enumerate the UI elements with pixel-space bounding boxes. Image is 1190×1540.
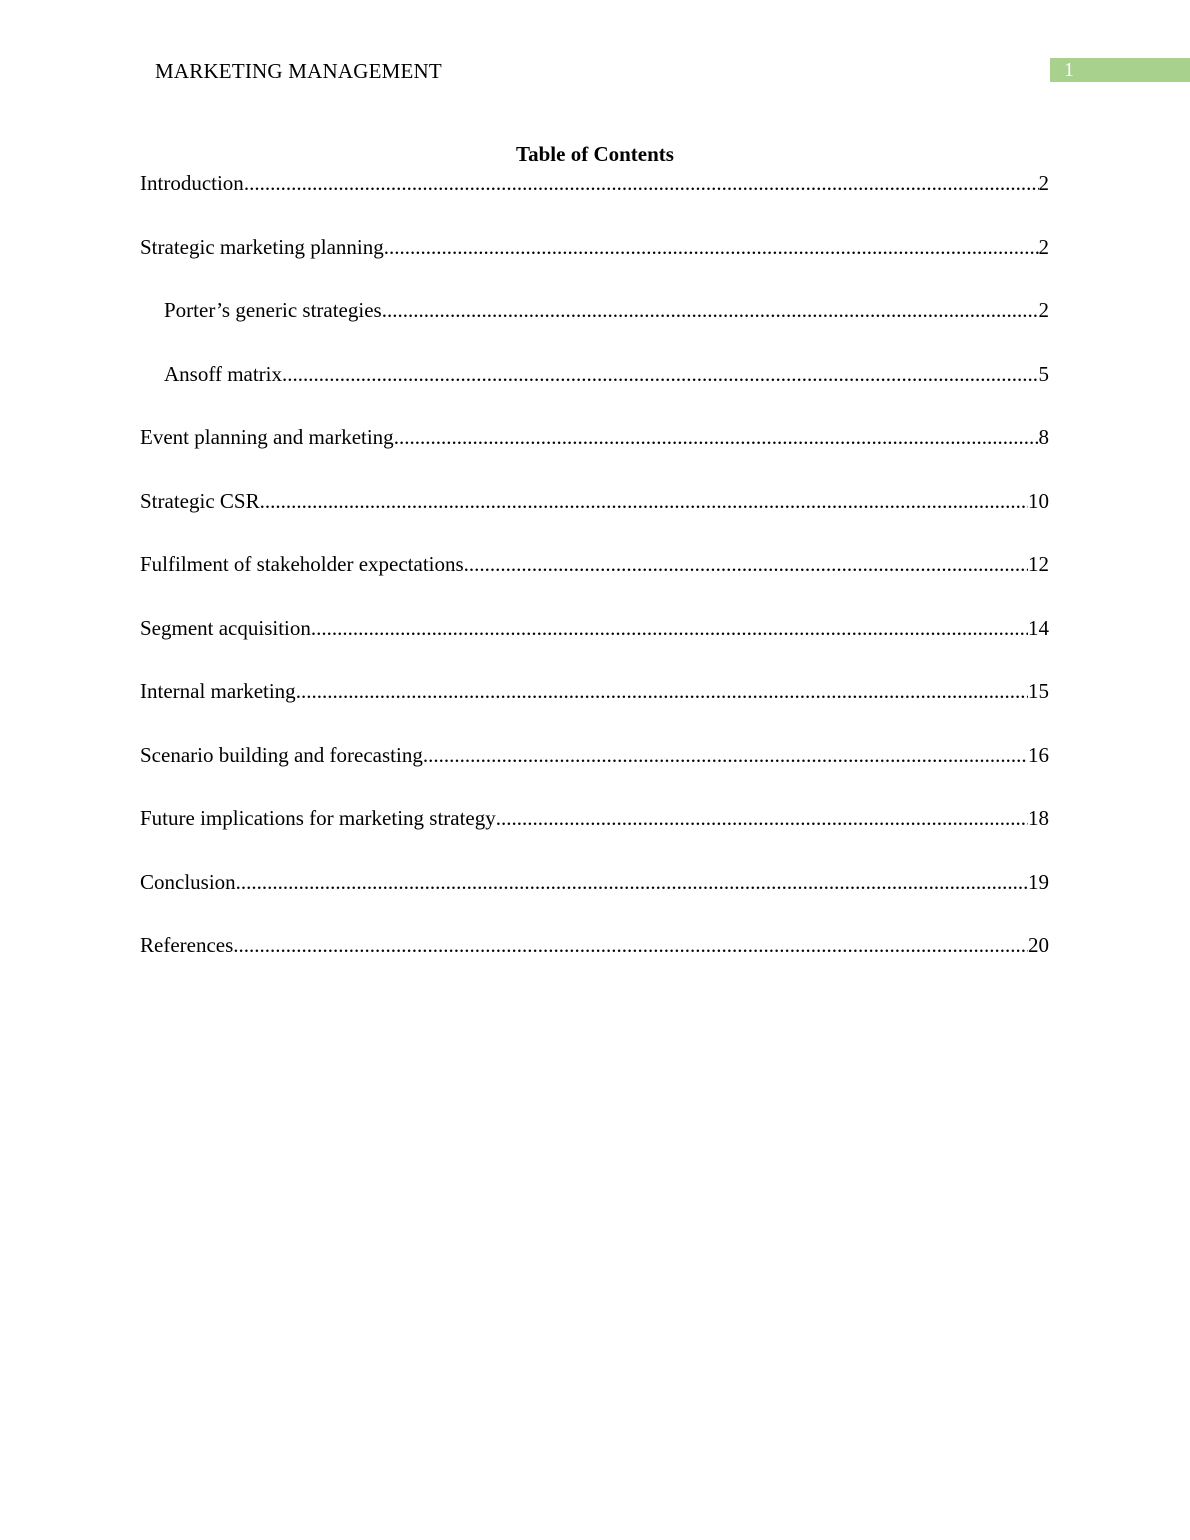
toc-entry-page: 18 bbox=[1028, 806, 1049, 830]
toc-entry-label: Fulfilment of stakeholder expectations bbox=[140, 552, 464, 576]
toc-entry-page: 16 bbox=[1028, 742, 1049, 767]
toc-entry-label: Ansoff matrix bbox=[164, 361, 283, 386]
toc-entry-strategic-marketing-planning[interactable] bbox=[140, 233, 1049, 297]
toc-entry-label: Strategic CSR bbox=[140, 488, 260, 513]
running-head: MARKETING MANAGEMENT bbox=[155, 59, 442, 83]
toc-entry-page: 20 bbox=[1028, 933, 1049, 957]
toc-entry-page: 8 bbox=[1038, 425, 1049, 449]
toc-entry-label: Future implications for marketing strategy bbox=[140, 806, 496, 830]
toc-entry-page: 15 bbox=[1028, 679, 1049, 703]
toc-entry-label: References bbox=[140, 933, 234, 957]
toc-dot-leader bbox=[464, 550, 1028, 578]
toc-entry-page: 2 bbox=[1038, 234, 1049, 259]
toc-entry-label: Segment acquisition bbox=[140, 615, 311, 640]
toc-entry-conclusion[interactable] bbox=[140, 868, 1049, 932]
toc-dot-leader bbox=[282, 360, 1038, 388]
toc-entry-event-planning-and-marketing[interactable] bbox=[140, 423, 1049, 487]
toc-entry-porters-generic-strategies[interactable] bbox=[140, 296, 1049, 360]
toc-dot-leader bbox=[236, 868, 1028, 896]
toc-entry-label: Conclusion bbox=[140, 869, 236, 894]
toc-dot-leader bbox=[244, 169, 1039, 197]
toc-entry-page: 10 bbox=[1028, 488, 1049, 513]
toc-entry-label: Introduction bbox=[140, 171, 244, 195]
toc-entry-page: 12 bbox=[1028, 552, 1049, 576]
toc-title: Table of Contents bbox=[516, 142, 674, 166]
toc-entry-label: Event planning and marketing bbox=[140, 425, 394, 449]
toc-entry-internal-marketing[interactable] bbox=[140, 677, 1049, 741]
toc-dot-leader bbox=[260, 487, 1028, 515]
toc-list bbox=[140, 169, 1049, 995]
toc-dot-leader bbox=[296, 677, 1028, 705]
toc-dot-leader bbox=[233, 931, 1028, 959]
toc-entry-page: 14 bbox=[1028, 615, 1049, 640]
toc-entry-label: Porter’s generic strategies bbox=[164, 298, 382, 322]
toc-dot-leader bbox=[423, 741, 1028, 769]
toc-entry-label: Scenario building and forecasting bbox=[140, 742, 423, 767]
toc-entry-fulfilment-of-stakeholder-expectations[interactable] bbox=[140, 550, 1049, 614]
page-number-box bbox=[1050, 58, 1190, 82]
toc-entry-page: 5 bbox=[1038, 361, 1049, 386]
toc-entry-ansoff-matrix[interactable] bbox=[140, 360, 1049, 424]
toc-dot-leader bbox=[394, 423, 1039, 451]
toc-entry-introduction[interactable] bbox=[140, 169, 1049, 233]
toc-entry-segment-acquisition[interactable] bbox=[140, 614, 1049, 678]
toc-entry-future-implications[interactable] bbox=[140, 804, 1049, 868]
toc-entry-scenario-building-and-forecasting[interactable] bbox=[140, 741, 1049, 805]
toc-entry-label: Internal marketing bbox=[140, 679, 296, 703]
toc-dot-leader bbox=[384, 233, 1039, 261]
toc-dot-leader bbox=[382, 296, 1039, 324]
toc-dot-leader bbox=[496, 804, 1028, 832]
toc-entry-page: 19 bbox=[1028, 869, 1049, 894]
toc-entry-page: 2 bbox=[1038, 171, 1049, 195]
toc-dot-leader bbox=[311, 614, 1028, 642]
toc-entry-strategic-csr[interactable] bbox=[140, 487, 1049, 551]
toc-entry-label: Strategic marketing planning bbox=[140, 234, 384, 259]
toc-entry-references[interactable] bbox=[140, 931, 1049, 995]
page-number: 1 bbox=[1064, 59, 1074, 81]
toc-entry-page: 2 bbox=[1038, 298, 1049, 322]
